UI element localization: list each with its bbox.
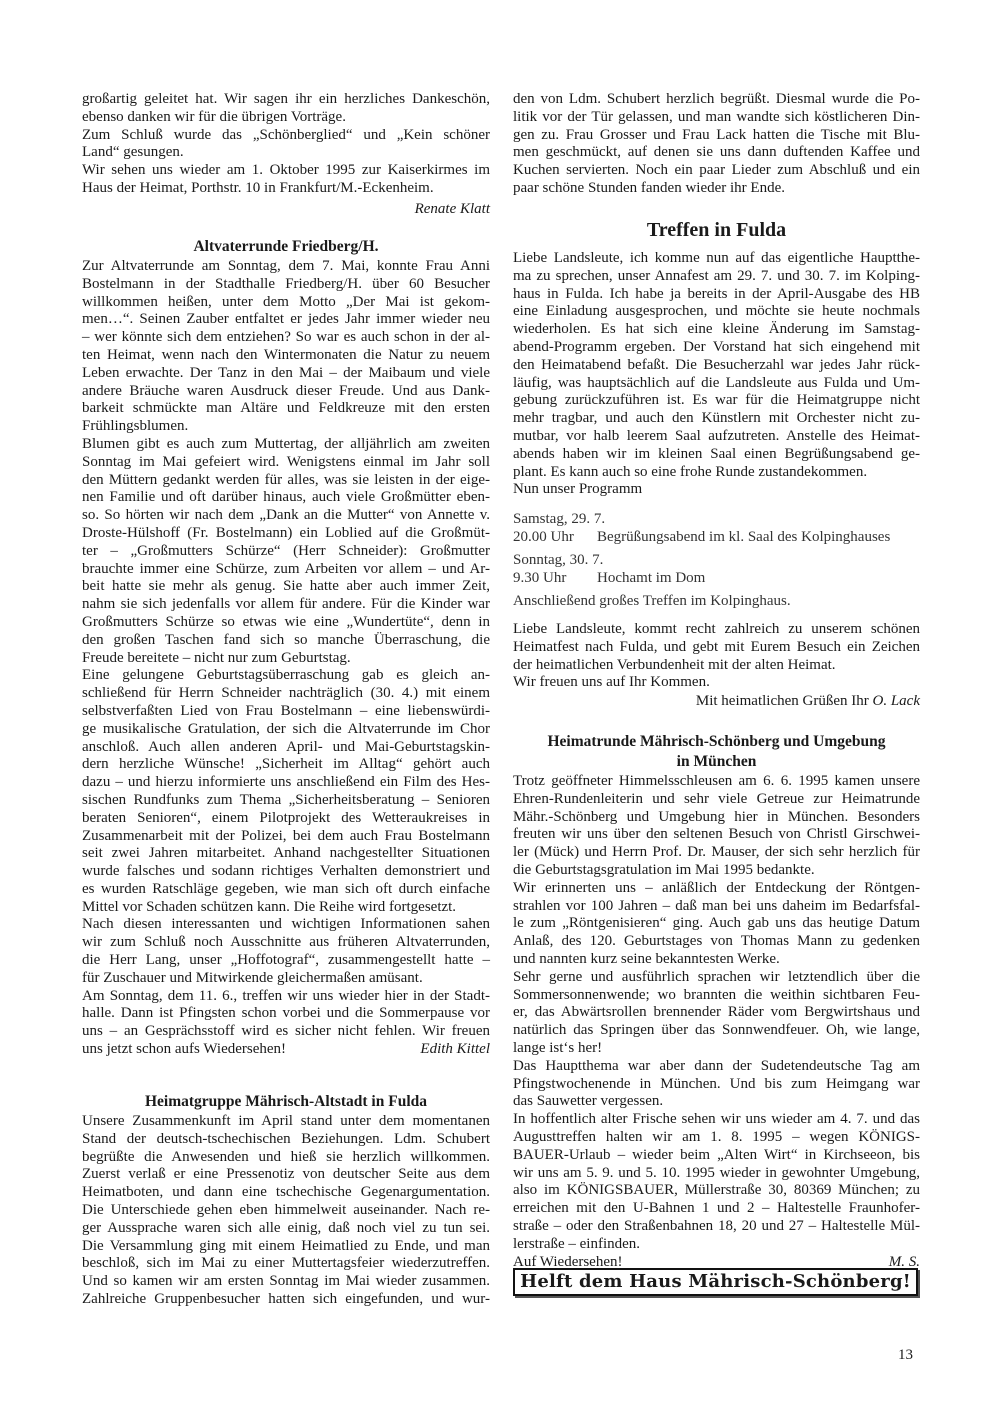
paragraph bbox=[513, 481, 920, 499]
article-section bbox=[513, 510, 920, 610]
text-line: haus in Fulda. Ich habe ja bereits in der April-Ausgabe des HB bbox=[513, 285, 920, 302]
text-line: anschloß. Auch allen anderen April- und Mai-Geburtstagskin- bbox=[82, 738, 490, 755]
text-line: ler (Mück) und Herrn Prof. Dr. Mauser, der sich sehr herzlich für bbox=[513, 844, 920, 861]
text-line: Und so kamen wir am ersten Sonntag im Mai wieder zusammen. bbox=[82, 1273, 490, 1290]
text-line: ger Aussprache waren sich alle einig, daß noch viel zu tun sei. bbox=[82, 1219, 490, 1236]
text-line: Haus der Heimat, Porthstr. 10 in Frankfurt/M.-Eckenheim. bbox=[82, 179, 434, 196]
text-line: Zur Altvaterrunde am Sonntag, dem 7. Mai, konnte Frau Anni bbox=[82, 258, 490, 274]
program-day: Samstag, 29. 7. bbox=[513, 511, 606, 527]
paragraph bbox=[82, 667, 490, 916]
text-line: In hoffentlich alter Frische sehen wir uns wieder am 4. 7. und das bbox=[513, 1111, 920, 1128]
text-line: nen Familie und oft darüber hinaus, auch viele Großmütter eben- bbox=[82, 489, 490, 506]
author-signature: Renate Klatt bbox=[414, 200, 490, 217]
text-line: Eine gelungene Geburtstagsüberraschung gab es gleich an- bbox=[82, 667, 490, 684]
text-line: Sehr gerne und ausführlich sprachen wir letztendlich über die bbox=[513, 968, 920, 985]
text-line: den Heimatabend befaßt. Die Besucherzahl war jedes Jahr rück- bbox=[513, 356, 920, 373]
closing-text: uns jetzt schon aufs Wiedersehen! bbox=[82, 1041, 287, 1058]
article-section bbox=[513, 621, 920, 710]
event-program bbox=[513, 510, 920, 610]
article-section bbox=[82, 1093, 490, 1309]
article-section bbox=[513, 218, 920, 499]
text-line: ten Heimat, wenn nach den Wintermonaten die Natur zu neuem bbox=[82, 346, 490, 363]
text-line: nahm sie sich jedenfalls vor allem für andere. Für die Kinder war bbox=[82, 596, 490, 613]
text-line: Liebe Landsleute, ich komme nun auf das eigentliche Hauptthe- bbox=[513, 250, 920, 266]
section-heading: in München bbox=[676, 753, 757, 770]
text-line: und nannten kurz seine bekanntesten Werke. bbox=[513, 950, 780, 967]
text-line: großartig geleitet hat. Wir sagen ihr ein herzliches Dankeschön, bbox=[82, 91, 490, 107]
text-line: also im KÖNIGSBAUER, Müllerstraße 30, 80369 München; zu bbox=[513, 1182, 920, 1199]
text-line: Mähr.-Schönberg und Umgebung hier in München. Besonders bbox=[513, 808, 920, 825]
text-line: Liebe Landsleute, kommt recht zahlreich zu unserem schönen bbox=[513, 621, 920, 637]
text-line: Leben erwachte. Der Tanz in den Mai – der Maibaum und viele bbox=[82, 364, 490, 381]
section-heading: Altvaterrunde Friedberg/H. bbox=[193, 238, 379, 255]
program-entry bbox=[513, 528, 920, 546]
text-line: Wir erinnerten uns – anläßlich der Entdeckung der Röntgen- bbox=[513, 879, 920, 896]
text-line: Freude bereitete – nicht nur zum Geburtstag. bbox=[82, 649, 351, 666]
text-line: wiederholen. Es hat sich eine kleine Änderung im Samstag- bbox=[513, 321, 920, 338]
text-line: Sonntag im Mai gefeiert wird. Wenigstens einmal im Jahr soll bbox=[82, 453, 490, 470]
text-line: men…“. Seinen Zauber entfaltet er jedes Jahr immer wieder neu bbox=[82, 311, 490, 328]
paragraph bbox=[82, 1113, 490, 1309]
text-line: Die Unterschiede gehen eben himmelweit auseinander. Nach re- bbox=[82, 1201, 490, 1218]
program-entry bbox=[513, 569, 920, 587]
text-line: eine Einladung ausgesprochen, und möchte sie heute nochmals bbox=[513, 303, 920, 320]
text-line: freuten wir uns über den seltenen Besuch von Christl Girschwei- bbox=[513, 826, 920, 843]
text-line: Land“ gesungen. bbox=[82, 144, 184, 161]
paragraph bbox=[513, 1058, 920, 1111]
text-line: Zahlreiche Gruppenbesucher hatten sich eingefunden, und wur- bbox=[82, 1290, 490, 1307]
text-line: Mittel vor Schaden schützen kann. Die Reihe wird fortgesetzt. bbox=[82, 898, 457, 915]
text-line: – wer könnte sich dem entziehen? So war es auch schon in der al- bbox=[82, 329, 490, 346]
text-line: Stand der deutsch-tschechischen Beziehungen. Ldm. Schubert bbox=[82, 1130, 490, 1147]
section-heading: Heimatrunde Mährisch-Schönberg und Umgebung bbox=[547, 733, 886, 750]
text-line: Heimatfest nach Fulda, und gebt mit Eurem Besuch ein Zeichen bbox=[513, 638, 920, 655]
text-line: men geschmückt, auf denen sie uns dann duftenden Kaffee und bbox=[513, 144, 920, 161]
article-section bbox=[513, 733, 920, 1271]
text-line: es wurden Ratschläge gegeben, wie man sich oft durch einfache bbox=[82, 880, 490, 897]
paragraph bbox=[513, 91, 920, 198]
section-heading: Heimatgruppe Mährisch-Altstadt in Fulda bbox=[144, 1093, 428, 1110]
paragraph bbox=[82, 162, 490, 198]
paragraph bbox=[513, 250, 920, 481]
paragraph bbox=[82, 988, 490, 1041]
text-line: Frühlingsblumen. bbox=[82, 418, 189, 435]
program-event: Hochamt im Dom bbox=[597, 570, 706, 586]
text-line: dazu – und hierzu informierte uns anschließend ein Film des Hes- bbox=[82, 774, 490, 791]
text-line: Blumen gibt es auch zum Muttertag, der alljährlich am zweiten bbox=[82, 435, 490, 452]
program-note: Anschließend großes Treffen im Kolpinghaus. bbox=[513, 593, 791, 609]
paragraph bbox=[513, 969, 920, 1058]
text-line: wir uns am 5. 9. und 5. 10. 1995 wieder in gewohnter Umgebung, bbox=[513, 1164, 920, 1181]
appeal-banner: Helft dem Haus Mährisch-Schönberg! bbox=[513, 1268, 918, 1296]
text-line: gen zu. Frau Grosser und Frau Lack hatten die Tische mit Blu- bbox=[513, 126, 920, 143]
program-time: 20.00 Uhr bbox=[513, 529, 574, 545]
text-line: le zum „Röntgenisieren“ ging. Auch gab uns das heutige Datum bbox=[513, 915, 920, 932]
text-line: Nun unser Programm bbox=[513, 481, 643, 498]
text-line: mehr tragbar, und auch den Künstlern mit Orchester nicht zu- bbox=[513, 410, 920, 427]
paragraph bbox=[513, 621, 920, 674]
text-line: wir zum Schluß noch Ausschnitte aus früheren Altvaterrunden, bbox=[82, 934, 490, 951]
section-heading: Treffen in Fulda bbox=[646, 219, 787, 241]
closing-line bbox=[82, 1041, 490, 1059]
text-line: Die Versammlung ging mit einem Heimatlied zu Ende, und man bbox=[82, 1237, 490, 1254]
text-line: Pfingstwochenende in München. Und bis zum Heimgang war bbox=[513, 1075, 920, 1092]
paragraph bbox=[82, 91, 490, 127]
text-line: strahlen vor 100 Jahren – daß man bei uns daheim im Bedarfsfal- bbox=[513, 897, 920, 914]
text-line: lange ist‘s her! bbox=[513, 1039, 603, 1056]
text-line: Zusammenarbeit mit der Polizei, bei dem auch Frau Bostelmann bbox=[82, 827, 490, 844]
text-line: Augusttreffen halten wir am 1. 8. 1995 – wegen KÖNIGS- bbox=[513, 1128, 920, 1145]
text-line: natürlich das Springen über das Sonnwendfeuer. Oh, wie lange, bbox=[513, 1022, 920, 1039]
text-line: Trotz geöffneter Himmelsschleusen am 6. 6. 1995 kamen unsere bbox=[513, 773, 920, 789]
greeting-line bbox=[513, 692, 920, 710]
text-line: wurde falsches und sodann richtiges Verhalten demonstriert und bbox=[82, 863, 490, 880]
text-line: beit hatte sie mehr als genug. Sie hatte aber auch immer Zeit, bbox=[82, 578, 490, 595]
text-line: Wir sehen uns wieder am 1. Oktober 1995 zur Kaiserkirmes im bbox=[82, 162, 490, 179]
paragraph bbox=[82, 916, 490, 987]
article-section bbox=[513, 91, 920, 198]
text-line: begrüßte die Anwesenden und hieß sie herzlich willkommen. bbox=[82, 1148, 490, 1165]
author-signature: Edith Kittel bbox=[420, 1041, 490, 1058]
text-line: mutbar, vor halb leerem Saal aufzutreten. Anstelle des Heimat- bbox=[513, 427, 920, 444]
text-line: selbstverfaßten Lied von Frau Bostelmann – eine liebenswürdi- bbox=[82, 702, 490, 719]
text-line: seit zwei Jahren mitarbeitet. Anhand nachgestellter Situationen bbox=[82, 845, 490, 862]
text-line: dern herzliche Wünsche! „Sicherheit im Alltag“ gehört auch bbox=[82, 756, 490, 773]
text-line: Nach diesen interessanten und wichtigen Informationen sahen bbox=[82, 916, 490, 933]
text-line: willkommen heißen, unter dem Motto „Der Mai ist gekom- bbox=[82, 293, 490, 310]
paragraph bbox=[513, 1111, 920, 1253]
paragraph bbox=[513, 773, 920, 880]
paragraph bbox=[82, 127, 490, 163]
text-line: für Zuschauer und Mitwirkende gleichermaßen amüsant. bbox=[82, 969, 423, 986]
text-line: abends haben wir im kleinen Saal einen Begrüßungsabend ge- bbox=[513, 445, 920, 462]
text-line: straße – oder den Straßenbahnen 18, 20 und 27 – Haltestelle Mül- bbox=[513, 1217, 920, 1234]
text-line: paar schöne Stunden fanden wieder ihr Ende. bbox=[513, 179, 785, 196]
text-line: den großen Taschen fand sich so manche Überraschung, die bbox=[82, 631, 490, 648]
paragraph bbox=[82, 436, 490, 667]
text-line: ebenso danken wir für die übrigen Vorträge. bbox=[82, 108, 346, 125]
text-line: Droste-Hülshoff (Fr. Bostelmann) ein Loblied auf die Großmüt- bbox=[82, 524, 490, 541]
text-line: abend-Programm ergeben. Der Vorstand hat sich eingehend mit bbox=[513, 338, 920, 355]
text-line: ge musikalische Gratulation, der sich die Altvaterrunde im Chor bbox=[82, 720, 490, 737]
text-line: plant. Es kann auch so eine frohe Runde zustandekommen. bbox=[513, 463, 868, 480]
program-time: 9.30 Uhr bbox=[513, 570, 567, 586]
program-day: Sonntag, 30. 7. bbox=[513, 552, 604, 568]
greeting-text: Mit heimatlichen Grüßen Ihr bbox=[695, 693, 873, 710]
text-line: erreichen mit den U-Bahnen 1 und 2 – Haltestelle Fraunhofer- bbox=[513, 1200, 920, 1217]
page-number: 13 bbox=[898, 1347, 913, 1363]
text-line: Wir freuen uns auf Ihr Kommen. bbox=[513, 674, 710, 691]
text-line: die Geburtstagsgratulation im Mai 1995 bedankte. bbox=[513, 861, 815, 878]
text-line: litik vor der Tür gelassen, und man wandte sich köstlicheren Din- bbox=[513, 108, 920, 125]
article-section bbox=[82, 91, 490, 218]
text-line: gebung zurückzuführen ist. Es war für die Heimatgruppe nicht bbox=[513, 392, 920, 409]
text-line: den Müttern gedankt werden für alles, was sie leisten in der eige- bbox=[82, 471, 490, 488]
text-line: läufig, was hauptsächlich auf die Landsleute aus Fulda und Um- bbox=[513, 374, 920, 391]
text-line: Kuchen servierten. Noch ein paar Lieder zum Abschluß und ein bbox=[513, 162, 920, 179]
author-signature: O. Lack bbox=[872, 693, 920, 710]
text-line: den von Ldm. Schubert herzlich begrüßt. Diesmal wurde die Po- bbox=[513, 91, 920, 107]
text-line: BAUER-Urlaub – wieder beim „Alten Wirt“ in Kirchseeon, bis bbox=[513, 1146, 920, 1163]
program-event: Begrüßungsabend im kl. Saal des Kolpinghauses bbox=[597, 529, 891, 545]
text-line: so. So hörten wir nach dem „Dank an die Mutter“ von Annette v. bbox=[82, 507, 490, 524]
paragraph bbox=[513, 880, 920, 969]
closing-text: Auf Wiedersehen! bbox=[513, 1253, 623, 1270]
closing-line bbox=[513, 1254, 920, 1272]
text-line: Sommersonnenwende; wo brannten die weithin sichtbaren Feu- bbox=[513, 986, 920, 1003]
text-line: die Herr Lang, unser „Hoffotograf“, zusammengestellt hatte – bbox=[82, 952, 490, 969]
text-line: Ehren-Rundenleiterin und sehr viele Getreue zur Heimatrunde bbox=[513, 790, 920, 807]
text-line: beraten Senioren“, einem Pilotprojekt des Wetteraukreises in bbox=[82, 809, 490, 826]
text-line: ma zu sprechen, unser Annafest am 29. 7. und 30. 7. im Kolping- bbox=[513, 267, 920, 284]
text-line: barkeit schmückte man Altäre und Feldkreuze mit den ersten bbox=[82, 400, 490, 417]
text-line: Zum Schluß wurde das „Schönberglied“ und „Kein schöner bbox=[82, 126, 490, 143]
text-line: ter – „Großmutters Schürze“ (Herr Schneider): Großmutter bbox=[82, 542, 490, 559]
text-line: der heimatlichen Verbundenheit mit der alten Heimat. bbox=[513, 656, 836, 673]
text-line: lerstraße – einfinden. bbox=[513, 1235, 641, 1252]
text-line: andere Bräuche waren Ausdruck dieser Freude. Und aus Dank- bbox=[82, 382, 490, 399]
text-line: Am Sonntag, dem 11. 6., treffen wir uns wieder hier in der Stadt- bbox=[82, 987, 490, 1004]
text-line: Unsere Zusammenkunft im April stand unter dem momentanen bbox=[82, 1113, 490, 1129]
text-line: halle. Dann ist Pfingsten schon vorbei und die Sommerpause vor bbox=[82, 1005, 490, 1022]
text-line: schließend für Herrn Schneider nachträglich (30. 4.) mit einem bbox=[82, 685, 490, 702]
author-signature: M. S. bbox=[888, 1253, 920, 1270]
text-line: brauchte immer eine Schürze, zum Arbeiten vor allem – und Ar- bbox=[82, 560, 490, 577]
text-line: Anlaß, des 120. Geburtstages von Thomas Mann zu gedenken bbox=[513, 933, 920, 950]
text-line: das Sauwetter vergessen. bbox=[513, 1093, 664, 1110]
text-line: beschloß, sich im Mai zu einer Muttertagsfeier wiederzutreffen. bbox=[82, 1255, 490, 1272]
text-line: Das Hauptthema war aber dann der Sudetendeutsche Tag am bbox=[513, 1057, 920, 1074]
text-line: Zuerst verlaß er eine Pressenotiz von deutscher Seite aus dem bbox=[82, 1166, 490, 1183]
text-line: Heimatboten, und dann eine tschechische Gegenargumentation. bbox=[82, 1184, 490, 1201]
text-line: uns – an Gesprächsstoff wird es sicher nicht fehlen. Wir freuen bbox=[82, 1023, 490, 1040]
text-line: Bostelmann in der Stadthalle Friedberg/H. über 60 Besucher bbox=[82, 275, 490, 292]
text-line: er, das Abwärtsrollen brennender Räder vom Bergwirtshaus und bbox=[513, 1004, 920, 1021]
article-section bbox=[82, 238, 490, 1059]
paragraph bbox=[513, 674, 920, 692]
text-line: sischen Rundfunks zum Thema „Sicherheitsberatung – Senioren bbox=[82, 791, 490, 808]
paragraph bbox=[82, 258, 490, 436]
text-line: Großmutters Schürze so etwas wie eine „Wundertüte“, denn in bbox=[82, 613, 490, 630]
